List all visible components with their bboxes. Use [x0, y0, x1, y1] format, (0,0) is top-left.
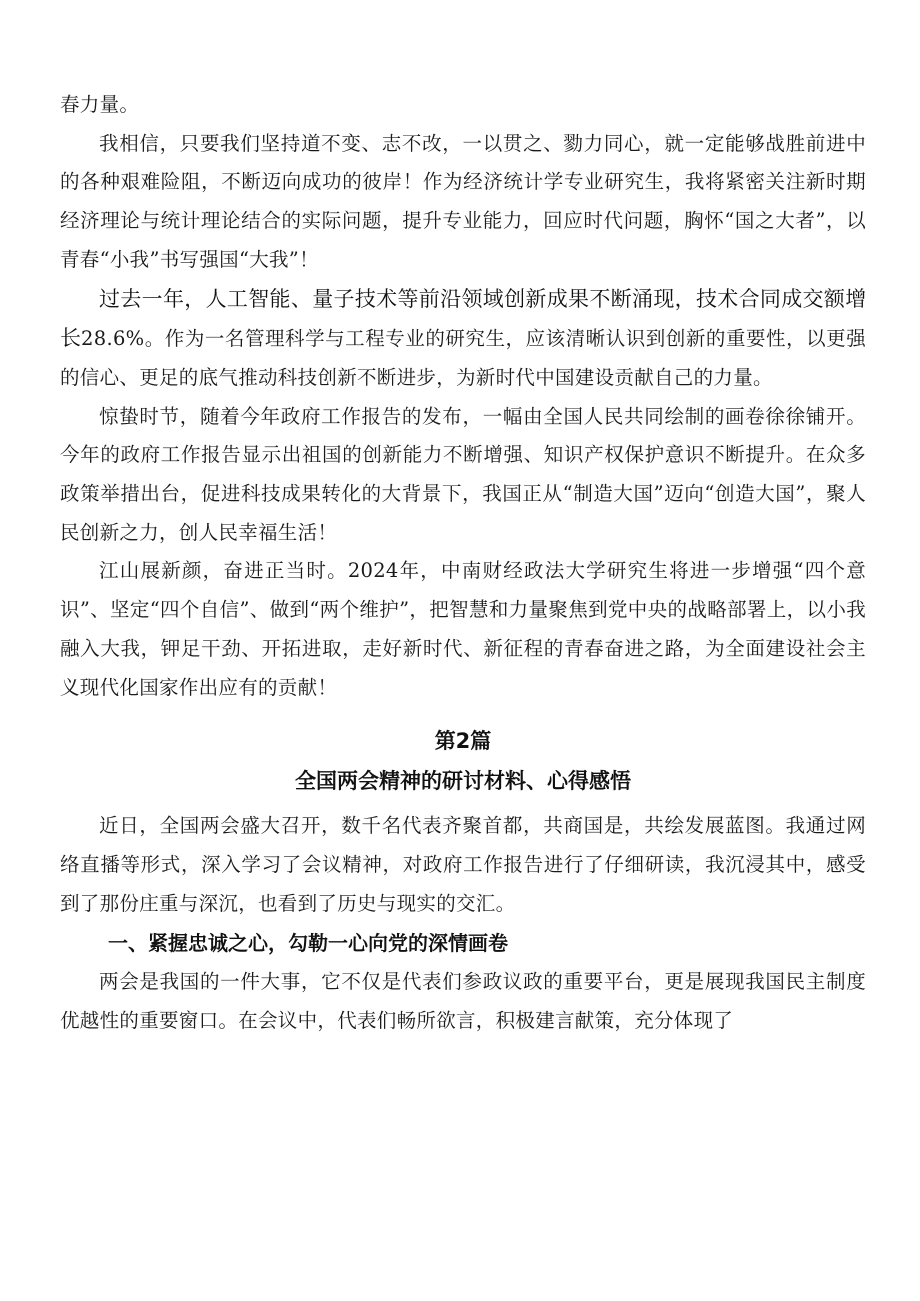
document-page [60, 86, 866, 1041]
paragraph-innovation [60, 280, 866, 398]
paragraph-closing: 两会是我国的一件大事，它不仅是代表们参政议政的重要平台，更是展现我国民主制度优越性的重要窗口。在会议中，代表们畅所欲言，积极建言献策，充分体现了 [60, 970, 866, 1033]
paragraph-intro: 近日，全国两会盛大召开，数千名代表齐聚首都，共商国是，共绘发展蓝图。我通过网络直播等形式，深入学习了会议精神，对政府工作报告进行了仔细研读，我沉浸其中，感受到了那份庄重与深沉，也看到了历史与现实的交汇。 [60, 814, 866, 915]
paragraph-belief: 我相信，只要我们坚持道不变、志不改，一以贯之、勠力同心，就一定能够战胜前进中的各种艰难险阻，不断迈向成功的彼岸！作为经济统计学专业研究生，我将紧密关注新时期经济理论与统计理论结合的实际问题，提升专业能力，回应时代问题，胸怀“国之大者”，以青春“小我”书写强国“大我”！ [60, 131, 866, 271]
paragraph-innovation-lead: 过去一年，人工智能、量子技术等前沿领域创新成果不断涌现，技术合同成交额增长 [60, 286, 866, 351]
article-number: 第2篇 [434, 729, 492, 754]
paragraph-continuation: 春力量。 [60, 93, 140, 116]
paragraph-jiangshan: 江山展新颜，奋进正当时。2024年，中南财经政法大学研究生将进一步增强“四个意识”、坚定“四个自信”、做到“两个维护”，把智慧和力量聚焦到党中央的战略部署上，以小我融入大我，钾足干劲、开拓进取，走好新时代、新征程的青春奋进之路，为全面建设社会主义现代化国家作出应有的贡献！ [60, 559, 866, 699]
section-heading-1: 一、紧握忠诚之心，勾勒一心向党的深情画卷 [108, 931, 508, 956]
article-title: 全国两会精神的研讨材料、心得感悟 [295, 769, 631, 794]
paragraph-innovation-rest: 28.6%。作为一名管理科学与工程专业的研究生，应该清晰认识到创新的重要性，以更强的信心、更足的底气推动科技创新不断进步，为新时代中国建设贡献自己的力量。 [60, 327, 866, 389]
paragraph-jingzhe: 惊蛰时节，随着今年政府工作报告的发布，一幅由全国人民共同绘制的画卷徐徐铺开。今年的政府工作报告显示出祖国的创新能力不断增强、知识产权保护意识不断提升。在众多政策举措出台，促进科技成果转化的大背景下，我国正从“制造大国”迈向“创造大国”，聚人民创新之力，创人民幸福生活！ [60, 404, 866, 544]
